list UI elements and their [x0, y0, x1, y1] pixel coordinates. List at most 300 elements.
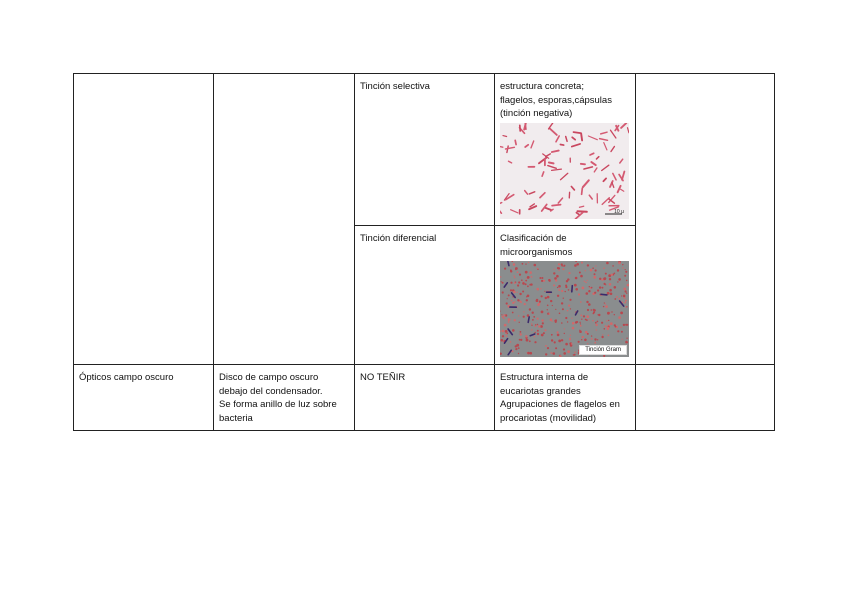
gram-negative-cell — [601, 322, 603, 324]
gram-negative-cell — [506, 335, 508, 337]
gram-negative-cell — [558, 340, 561, 343]
gram-negative-cell — [575, 288, 578, 291]
gram-negative-cell — [609, 283, 612, 286]
gram-negative-cell — [527, 276, 530, 279]
gram-negative-cell — [522, 263, 524, 265]
gram-negative-cell — [625, 269, 626, 270]
gram-negative-cell — [553, 272, 555, 274]
gram-negative-cell — [580, 301, 582, 303]
selective-stain-micrograph — [500, 123, 629, 219]
gram-negative-cell — [512, 329, 515, 332]
gram-negative-cell — [504, 324, 507, 327]
empty-cell — [214, 74, 355, 365]
gram-negative-cell — [534, 341, 536, 343]
gram-negative-cell — [508, 321, 510, 323]
description-line: eucariotas grandes — [500, 385, 581, 397]
gram-negative-cell — [531, 323, 532, 324]
gram-negative-cell — [578, 293, 580, 295]
gram-negative-cell — [504, 268, 506, 270]
gram-negative-cell — [510, 282, 512, 284]
scale-bar-label: 10 μ — [614, 208, 624, 215]
gram-negative-cell — [550, 352, 552, 354]
gram-negative-cell — [604, 328, 606, 330]
gram-negative-cell — [502, 291, 504, 293]
gram-negative-cell — [541, 311, 544, 314]
gram-negative-cell — [502, 282, 504, 284]
gram-negative-cell — [588, 303, 591, 306]
gram-negative-cell — [561, 302, 563, 304]
gram-negative-cell — [589, 286, 590, 287]
gram-negative-cell — [507, 298, 508, 299]
gram-negative-cell — [527, 295, 530, 298]
gram-negative-cell — [523, 311, 524, 312]
gram-negative-cell — [514, 277, 516, 279]
gram-negative-cell — [594, 273, 596, 275]
gram-negative-cell — [623, 324, 625, 326]
gram-negative-cell — [611, 274, 613, 276]
gram-negative-cell — [529, 308, 531, 310]
gram-negative-cell — [510, 269, 512, 271]
gram-negative-cell — [545, 297, 547, 299]
empty-cell — [636, 365, 775, 431]
gram-negative-cell — [543, 332, 545, 334]
gram-negative-cell — [591, 335, 592, 336]
microscope-text: Ópticos campo oscuro — [79, 372, 174, 383]
gram-negative-cell — [626, 293, 627, 294]
gram-negative-cell — [603, 277, 606, 280]
gram-negative-cell — [615, 326, 617, 328]
gram-negative-cell — [597, 289, 599, 291]
gram-negative-cell — [534, 332, 536, 334]
gram-negative-cell — [551, 339, 553, 341]
gram-negative-cell — [617, 330, 619, 332]
gram-negative-cell — [590, 269, 593, 272]
gram-negative-cell — [511, 300, 512, 301]
description-line: (tinción negativa) — [500, 108, 573, 119]
gram-negative-cell — [592, 320, 594, 322]
gram-negative-cell — [502, 316, 504, 318]
gram-negative-cell — [587, 280, 588, 281]
gram-negative-cell — [512, 312, 514, 314]
gram-negative-cell — [513, 263, 516, 266]
gram-negative-cell — [542, 322, 544, 324]
gram-negative-cell — [517, 292, 518, 293]
gram-negative-cell — [622, 267, 623, 268]
gram-negative-cell — [595, 322, 597, 324]
gram-negative-cell — [610, 322, 613, 325]
gram-negative-cell — [574, 264, 577, 267]
gram-negative-cell — [541, 295, 543, 297]
gram-negative-cell — [503, 314, 505, 316]
gram-negative-cell — [559, 313, 561, 315]
gram-negative-cell — [541, 319, 543, 321]
principle-cell — [214, 365, 355, 431]
gram-negative-cell — [550, 300, 552, 302]
gram-negative-cell — [526, 278, 527, 279]
gram-negative-cell — [586, 292, 589, 295]
principle-line: Se forma anillo de luz sobre — [219, 399, 337, 410]
empty-cell — [636, 74, 775, 365]
gram-negative-cell — [616, 296, 618, 298]
gram-negative-cell — [627, 342, 628, 343]
gram-negative-cell — [589, 319, 590, 320]
gram-positive-cell — [508, 261, 509, 266]
stained-bacterium — [549, 162, 554, 163]
gram-negative-cell — [530, 352, 533, 355]
gram-negative-cell — [538, 325, 540, 327]
gram-negative-cell — [608, 325, 609, 326]
gram-negative-cell — [515, 345, 517, 347]
gram-negative-cell — [551, 334, 553, 336]
gram-negative-cell — [537, 333, 539, 335]
stained-bacterium — [560, 144, 563, 145]
gram-negative-cell — [626, 324, 628, 326]
gram-negative-cell — [553, 284, 555, 286]
gram-negative-cell — [583, 315, 585, 317]
gram-negative-cell — [605, 273, 607, 275]
gram-negative-cell — [515, 267, 518, 270]
gram-negative-cell — [532, 312, 534, 314]
gram-negative-cell — [537, 304, 540, 307]
gram-negative-cell — [520, 331, 522, 333]
method-text: Tinción selectiva — [360, 81, 430, 92]
stained-bacterium — [500, 146, 503, 147]
gram-negative-cell — [581, 319, 582, 320]
gram-negative-cell — [513, 291, 516, 294]
gram-negative-cell — [524, 303, 526, 305]
gram-negative-cell — [555, 309, 556, 310]
gram-negative-cell — [509, 319, 511, 321]
gram-negative-cell — [536, 288, 539, 291]
gram-negative-cell — [525, 335, 527, 337]
gram-negative-cell — [545, 345, 547, 347]
gram-negative-cell — [595, 265, 596, 266]
microscope-cell — [74, 365, 214, 431]
gram-negative-cell — [586, 315, 589, 318]
gram-negative-cell — [606, 320, 607, 321]
gram-negative-cell — [585, 319, 587, 321]
gram-negative-cell — [553, 352, 556, 355]
gram-stain-micrograph — [500, 261, 629, 357]
gram-negative-cell — [624, 275, 626, 277]
principle-line: debajo del condensador. — [219, 385, 323, 397]
gram-negative-cell — [574, 352, 576, 354]
gram-negative-cell — [582, 336, 584, 338]
gram-negative-cell — [528, 262, 529, 263]
gram-negative-cell — [562, 308, 564, 310]
gram-negative-cell — [558, 263, 560, 265]
gram-negative-cell — [517, 284, 519, 286]
gram-negative-cell — [545, 329, 547, 331]
gram-negative-cell — [607, 312, 610, 315]
gram-negative-cell — [620, 327, 621, 328]
gram-negative-cell — [601, 336, 603, 338]
method-text: Tinción diferencial — [360, 233, 437, 244]
gram-negative-cell — [622, 264, 623, 265]
gram-negative-cell — [517, 299, 519, 301]
gram-negative-cell — [580, 315, 582, 317]
gram-positive-cell — [528, 317, 529, 323]
gram-negative-cell — [562, 268, 564, 270]
gram-negative-cell — [625, 290, 627, 292]
gram-negative-cell — [618, 278, 621, 281]
gram-negative-cell — [534, 264, 537, 267]
gram-negative-cell — [574, 284, 577, 287]
principle-line: bacteria — [219, 412, 253, 424]
gram-negative-cell — [545, 353, 547, 355]
description-line: procariotas (movilidad) — [500, 412, 597, 424]
gram-negative-cell — [537, 324, 538, 325]
gram-negative-cell — [548, 279, 550, 281]
gram-negative-cell — [625, 300, 627, 302]
gram-negative-cell — [547, 309, 548, 310]
method-cell — [355, 365, 495, 431]
gram-negative-cell — [501, 281, 502, 282]
gram-negative-cell — [526, 299, 528, 301]
gram-negative-cell — [626, 341, 627, 342]
gram-negative-cell — [547, 296, 550, 299]
gram-negative-cell — [608, 320, 609, 321]
gram-negative-cell — [567, 278, 569, 280]
gram-negative-cell — [527, 352, 530, 355]
gram-negative-cell — [587, 264, 589, 266]
gram-negative-cell — [617, 281, 618, 282]
gram-negative-cell — [619, 298, 621, 300]
gram-negative-cell — [614, 314, 615, 315]
gram-negative-cell — [522, 291, 524, 293]
gram-negative-cell — [606, 262, 609, 265]
gram-negative-cell — [541, 277, 543, 279]
gram-negative-cell — [594, 292, 596, 294]
gram-negative-cell — [518, 347, 520, 349]
stained-bacterium — [515, 140, 516, 144]
description-line: Estructura interna de — [500, 372, 589, 383]
gram-negative-cell — [502, 335, 504, 337]
gram-negative-cell — [578, 341, 580, 343]
gram-negative-cell — [548, 313, 550, 315]
gram-negative-cell — [584, 281, 585, 282]
gram-negative-cell — [585, 270, 586, 271]
gram-negative-cell — [567, 350, 570, 353]
gram-negative-cell — [522, 282, 525, 285]
gram-negative-cell — [503, 317, 505, 319]
gram-negative-cell — [623, 295, 626, 298]
gram-negative-cell — [554, 277, 557, 280]
gram-negative-cell — [525, 283, 527, 285]
gram-negative-cell — [512, 302, 514, 304]
gram-negative-cell — [585, 282, 587, 284]
gram-negative-cell — [547, 305, 549, 307]
description-line: flagelos, esporas,cápsulas — [500, 94, 612, 106]
gram-negative-cell — [558, 267, 560, 269]
gram-negative-cell — [514, 319, 516, 321]
gram-negative-cell — [626, 280, 628, 282]
gram-negative-cell — [505, 333, 507, 335]
gram-negative-cell — [579, 322, 580, 323]
description-cell — [495, 74, 636, 226]
gram-negative-cell — [535, 324, 536, 325]
gram-negative-cell — [554, 341, 556, 343]
gram-negative-cell — [609, 289, 612, 292]
gram-negative-cell — [579, 272, 581, 274]
gram-negative-cell — [607, 327, 610, 330]
gram-negative-cell — [625, 306, 627, 308]
gram-negative-cell — [580, 275, 583, 278]
gram-negative-cell — [563, 348, 565, 350]
gram-negative-cell — [525, 271, 528, 274]
gram-negative-cell — [609, 278, 611, 280]
gram-negative-cell — [519, 293, 521, 295]
gram-negative-cell — [571, 343, 573, 345]
description-line: microorganismos — [500, 246, 573, 258]
gram-negative-cell — [593, 311, 595, 313]
gram-negative-cell — [518, 315, 519, 316]
gram-negative-cell — [620, 312, 623, 315]
gram-negative-cell — [570, 335, 571, 336]
gram-negative-cell — [565, 317, 567, 319]
gram-negative-cell — [605, 284, 606, 285]
gram-negative-cell — [520, 339, 522, 341]
gram-negative-cell — [624, 302, 626, 304]
gram-negative-cell — [519, 274, 521, 276]
gram-negative-cell — [567, 321, 568, 322]
gram-negative-cell — [597, 321, 599, 323]
gram-negative-cell — [526, 339, 529, 342]
gram-negative-cell — [581, 339, 582, 340]
stained-bacterium — [581, 133, 582, 140]
gram-negative-cell — [582, 287, 585, 290]
gram-negative-cell — [594, 338, 596, 340]
gram-negative-cell — [563, 266, 564, 267]
gram-negative-cell — [618, 262, 621, 265]
gram-negative-cell — [531, 329, 533, 331]
gram-negative-cell — [559, 270, 560, 271]
gram-negative-cell — [521, 279, 523, 281]
gram-negative-cell — [518, 281, 520, 283]
gram-negative-cell — [565, 291, 566, 292]
gram-negative-cell — [570, 308, 571, 309]
gram-negative-cell — [557, 334, 560, 337]
gram-negative-cell — [595, 269, 597, 271]
gram-negative-cell — [557, 295, 559, 297]
gram-negative-cell — [505, 330, 508, 333]
gram-negative-cell — [539, 277, 541, 279]
description-cell — [495, 365, 636, 431]
gram-negative-cell — [608, 335, 610, 337]
method-cell — [355, 74, 495, 226]
gram-negative-cell — [500, 276, 501, 277]
gram-negative-cell — [565, 343, 568, 346]
stained-bacterium — [578, 211, 587, 212]
gram-negative-cell — [591, 309, 593, 311]
gram-negative-cell — [561, 322, 563, 324]
gram-negative-cell — [568, 272, 570, 274]
gram-negative-cell — [625, 271, 627, 273]
gram-negative-cell — [568, 305, 570, 307]
gram-negative-cell — [525, 280, 527, 282]
description-line: Clasificación de — [500, 233, 567, 244]
gram-negative-cell — [550, 318, 553, 321]
gram-negative-cell — [597, 339, 598, 340]
gram-negative-cell — [565, 285, 567, 287]
gram-negative-cell — [525, 263, 526, 264]
gram-negative-cell — [543, 280, 545, 282]
gram-negative-cell — [575, 277, 578, 280]
gram-negative-cell — [563, 352, 566, 355]
gram-negative-cell — [586, 301, 588, 303]
gram-negative-cell — [602, 334, 603, 335]
stained-bacterium — [552, 204, 561, 205]
gram-negative-cell — [510, 289, 512, 291]
gram-negative-cell — [544, 291, 545, 292]
gram-negative-cell — [611, 311, 612, 312]
gram-negative-cell — [576, 263, 579, 266]
gram-negative-cell — [529, 271, 532, 274]
gram-negative-cell — [519, 300, 521, 302]
gram-negative-cell — [594, 342, 596, 344]
gram-negative-cell — [529, 340, 531, 342]
gram-negative-cell — [534, 336, 536, 338]
gram-negative-cell — [537, 269, 538, 270]
microscopy-table — [73, 73, 775, 431]
gram-negative-cell — [556, 319, 557, 320]
gram-negative-cell — [555, 347, 557, 349]
gram-negative-cell — [547, 347, 549, 349]
gram-negative-cell — [552, 321, 553, 322]
gram-negative-cell — [576, 321, 578, 323]
gram-negative-cell — [580, 323, 581, 324]
gram-negative-cell — [556, 275, 559, 278]
gram-negative-cell — [604, 302, 605, 303]
gram-negative-cell — [617, 269, 619, 271]
gram-negative-cell — [621, 331, 623, 333]
gram-negative-cell — [569, 299, 571, 301]
gram-negative-cell — [599, 286, 601, 288]
gram-negative-cell — [519, 322, 520, 323]
gram-negative-cell — [540, 288, 541, 289]
gram-positive-cell — [601, 294, 607, 295]
gram-negative-cell — [614, 298, 616, 300]
gram-negative-cell — [537, 318, 539, 320]
principle-line: Disco de campo oscuro — [219, 372, 319, 383]
gram-negative-cell — [574, 354, 576, 356]
gram-negative-cell — [554, 269, 555, 270]
gram-negative-cell — [529, 284, 531, 286]
gram-negative-cell — [571, 318, 572, 319]
gram-negative-cell — [623, 288, 626, 291]
gram-negative-cell — [502, 330, 505, 333]
gram-negative-cell — [569, 338, 571, 340]
gram-negative-cell — [591, 338, 593, 340]
gram-negative-cell — [536, 299, 539, 302]
method-text: NO TEÑIR — [360, 372, 406, 383]
gram-negative-cell — [605, 305, 608, 308]
gram-negative-cell — [558, 289, 560, 291]
gram-negative-cell — [518, 353, 519, 354]
gram-negative-cell — [580, 325, 582, 327]
gram-negative-cell — [579, 330, 580, 331]
description-line: Agrupaciones de flagelos en — [500, 399, 620, 410]
gram-negative-cell — [510, 341, 512, 343]
description-cell — [495, 226, 636, 365]
gram-negative-cell — [564, 328, 565, 329]
gram-negative-cell — [564, 333, 565, 334]
gram-negative-cell — [584, 339, 587, 342]
method-cell — [355, 226, 495, 365]
gram-negative-cell — [602, 287, 604, 289]
gram-negative-cell — [588, 290, 590, 292]
gram-negative-cell — [618, 316, 621, 319]
